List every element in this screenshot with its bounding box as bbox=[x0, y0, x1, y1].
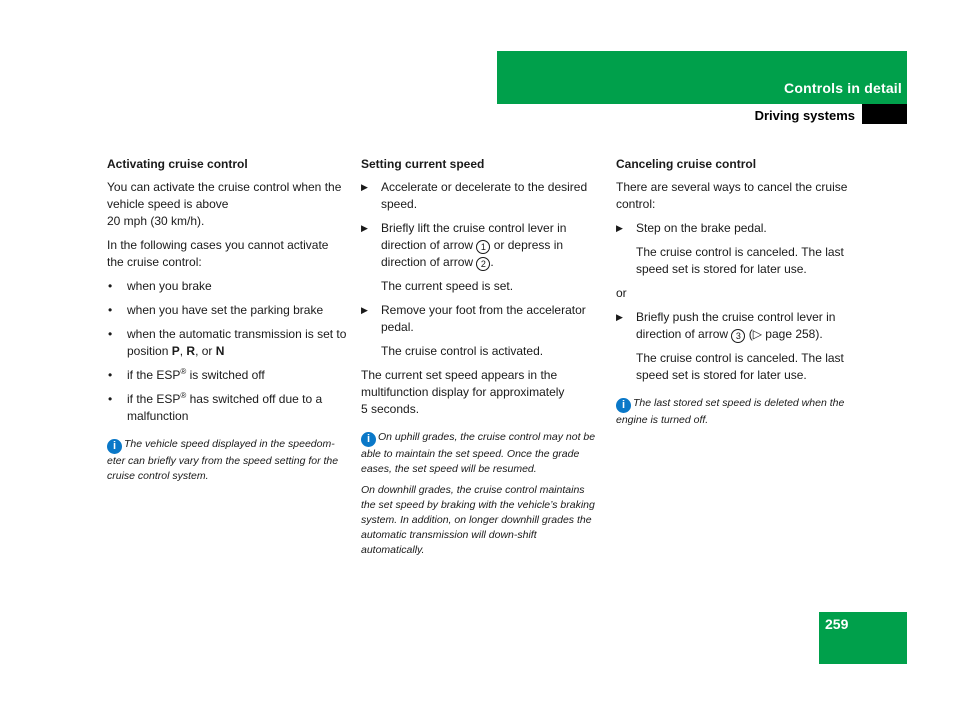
page-number-box bbox=[819, 612, 907, 664]
info-icon: i bbox=[361, 432, 376, 447]
triangle-right-icon: ▶ bbox=[616, 223, 623, 233]
step-item: ▶ Briefly push the cruise control lever in direction of arrow 3 (▷ page 258). bbox=[616, 310, 836, 341]
or-text: or bbox=[616, 286, 627, 300]
result-text: The cruise control is canceled. The last speed set is stored for later use. bbox=[636, 245, 844, 276]
step-item: ▶ Briefly lift the cruise control lever in direction of arrow 1 or depress in direction of arrow 2 . bbox=[361, 221, 567, 269]
page-reference[interactable]: (▷ page 258). bbox=[748, 327, 823, 341]
list-item: • if the ESP® has switched off due to a malfunction bbox=[108, 391, 323, 423]
heading-setting: Setting current speed bbox=[361, 157, 485, 171]
column-setting bbox=[361, 156, 601, 564]
paragraph-ways-to-cancel: There are several ways to cancel the cruise control: bbox=[616, 180, 848, 211]
bullet-icon: • bbox=[108, 327, 113, 341]
result-text: The cruise control is activated. bbox=[381, 344, 544, 358]
list-item: • when you have set the parking brake bbox=[108, 303, 324, 317]
list-item: • when you brake bbox=[108, 279, 212, 293]
column-activating bbox=[107, 156, 347, 490]
step-item: ▶ Accelerate or decelerate to the desired speed. bbox=[361, 180, 588, 211]
info-note: i The last stored set speed is deleted when the engine is turned off. bbox=[616, 397, 845, 426]
paragraph-display: The current set speed appears in the multifunction display for approximately 5 seconds. bbox=[361, 368, 565, 416]
paragraph-cannot-activate: In the following cases you cannot activate the cruise control: bbox=[107, 238, 329, 269]
heading-canceling: Canceling cruise control bbox=[616, 157, 757, 171]
arrow-number-2: 2 bbox=[476, 257, 490, 271]
triangle-right-icon: ▶ bbox=[616, 312, 623, 322]
info-note: i The vehicle speed displayed in the speedom-eter can briefly vary from the speed setting for the cruise control system. bbox=[107, 438, 339, 482]
list-item: • when the automatic transmission is set to position P, R, or N bbox=[108, 327, 347, 358]
triangle-right-icon: ▶ bbox=[361, 305, 368, 315]
header-bar bbox=[497, 51, 907, 104]
bullet-icon: • bbox=[108, 303, 113, 317]
column-canceling bbox=[616, 156, 856, 434]
info-note: i On uphill grades, the cruise control may not be able to maintain the set speed. Once the grade eases, the set speed will be resumed. bbox=[361, 431, 596, 475]
bullet-icon: • bbox=[108, 368, 113, 382]
triangle-right-icon: ▶ bbox=[361, 182, 368, 192]
info-icon: i bbox=[616, 398, 631, 413]
heading-activating: Activating cruise control bbox=[107, 157, 248, 171]
arrow-number-3: 3 bbox=[731, 329, 745, 343]
result-text: The cruise control is canceled. The last speed set is stored for later use. bbox=[636, 351, 844, 382]
info-icon: i bbox=[107, 439, 122, 454]
info-note-continued: On downhill grades, the cruise control maintains the set speed by braking with the vehicle’s braking system. In addition, on longer downhill grades the automatic transmission will down-shift automatically. bbox=[361, 484, 595, 556]
header-tab-marker bbox=[862, 104, 907, 124]
result-text: The current speed is set. bbox=[381, 279, 514, 293]
paragraph-activate-speed: You can activate the cruise control when the vehicle speed is above 20 mph (30 km/h). bbox=[107, 180, 342, 228]
arrow-number-1: 1 bbox=[476, 240, 490, 254]
list-item: • if the ESP® is switched off bbox=[108, 367, 265, 382]
triangle-right-icon: ▶ bbox=[361, 223, 368, 233]
bullet-icon: • bbox=[108, 392, 113, 406]
section-subtitle: Driving systems bbox=[754, 108, 855, 123]
step-item: ▶ Remove your foot from the accelerator pedal. bbox=[361, 303, 586, 334]
page-number: 259 bbox=[825, 616, 849, 632]
section-title: Controls in detail bbox=[784, 80, 902, 96]
step-item: ▶ Step on the brake pedal. bbox=[616, 221, 767, 235]
bullet-icon: • bbox=[108, 279, 113, 293]
